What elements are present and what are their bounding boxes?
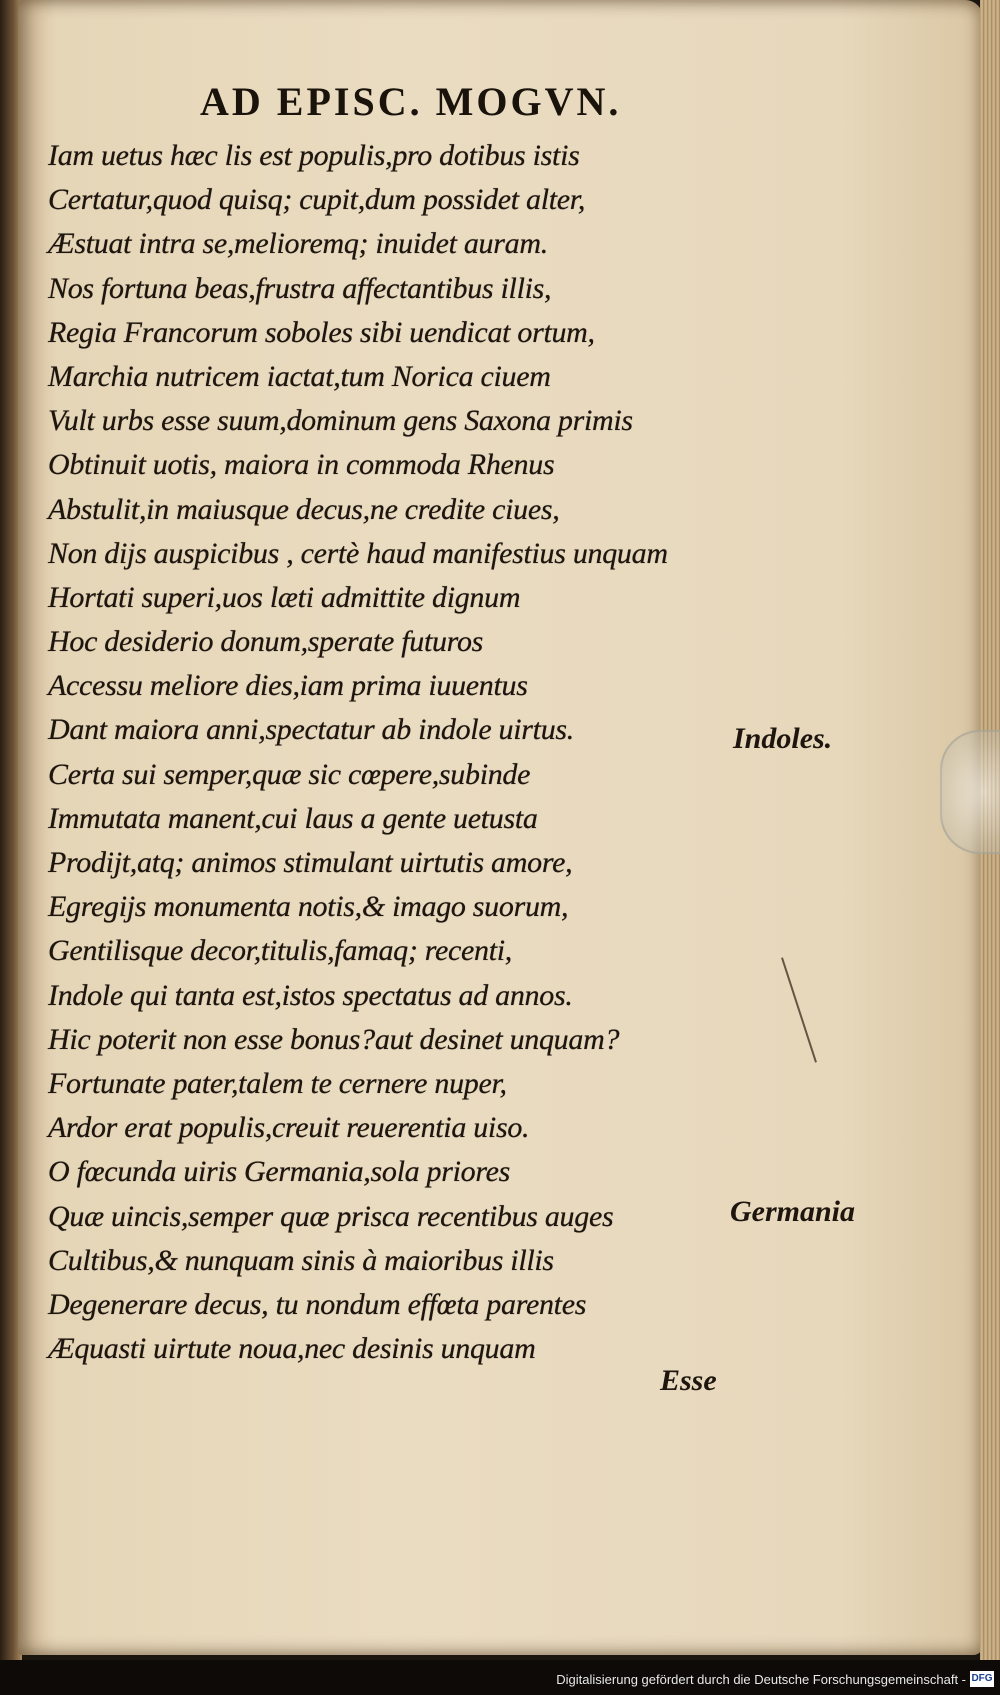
verse-line: Hoc desiderio donum,sperate futuros <box>48 625 484 659</box>
verse-line: Gentilisque decor,titulis,famaq; recenti, <box>48 934 513 968</box>
verse-line: Æstuat intra se,melioremq; inuidet auram. <box>48 227 548 261</box>
running-header: AD EPISC. MOGVN. <box>200 79 622 124</box>
margin-note-indoles: Indoles. <box>733 722 833 755</box>
verse-line: O fœcunda uiris Germania,sola priores <box>48 1155 510 1189</box>
verse-line: Æquasti uirtute noua,nec desinis unquam <box>48 1332 536 1366</box>
verse-line: Abstulit,in maiusque decus,ne credite ciues, <box>48 492 560 526</box>
verse-line: Marchia nutricem iactat,tum Norica ciuem <box>48 359 551 393</box>
verse-line: Indole qui tanta est,istos spectatus ad annos. <box>48 978 573 1012</box>
margin-note-germania: Germania <box>730 1195 856 1228</box>
verse-line: Ardor erat populis,creuit reuerentia uiso. <box>48 1111 530 1145</box>
verse-line: Cultibus,& nunquam sinis à maioribus illis <box>48 1243 554 1277</box>
verse-line: Hic poterit non esse bonus?aut desinet unquam? <box>48 1022 620 1056</box>
verse-line: Obtinuit uotis, maiora in commoda Rhenus <box>48 448 555 482</box>
verse-line: Certa sui semper,quæ sic cœpere,subinde <box>48 757 531 791</box>
digitization-credit: Digitalisierung gefördert durch die Deutsche Forschungsgemeinschaft - <box>556 1672 966 1687</box>
verse-line: Hortati superi,uos læti admittite dignum <box>48 580 521 614</box>
verse-line: Prodijt,atq; animos stimulant uirtutis amore, <box>48 846 573 879</box>
verse-line: Certatur,quod quisq; cupit,dum possidet alter, <box>48 183 586 217</box>
dfg-logo-icon: DFG <box>970 1671 994 1687</box>
verse-line: Accessu meliore dies,iam prima iuuentus <box>48 669 528 703</box>
catchword: Esse <box>660 1364 717 1397</box>
verse-line: Non dijs auspicibus , certè haud manifestius unquam <box>48 536 668 570</box>
verse-line: Dant maiora anni,spectatur ab indole uirtus. <box>48 713 574 747</box>
verse-line: Regia Francorum soboles sibi uendicat ortum, <box>48 315 595 349</box>
verse-line: Nos fortuna beas,frustra affectantibus illis, <box>48 271 552 305</box>
verse-line: Iam uetus hæc lis est populis,pro dotibus istis <box>48 139 580 172</box>
verse-line: Vult urbs esse suum,dominum gens Saxona primis <box>48 404 633 438</box>
verse-line: Egregijs monumenta notis,& imago suorum, <box>48 890 569 924</box>
verse-text <box>48 134 738 1371</box>
verse-line: Immutata manent,cui laus a gente uetusta <box>48 801 538 835</box>
page-clip <box>940 730 1000 854</box>
verse-line: Degenerare decus, tu nondum effœta parentes <box>48 1287 587 1321</box>
verse-line: Quæ uincis,semper quæ prisca recentibus auges <box>48 1199 614 1233</box>
verse-line: Fortunate pater,talem te cernere nuper, <box>48 1066 507 1100</box>
